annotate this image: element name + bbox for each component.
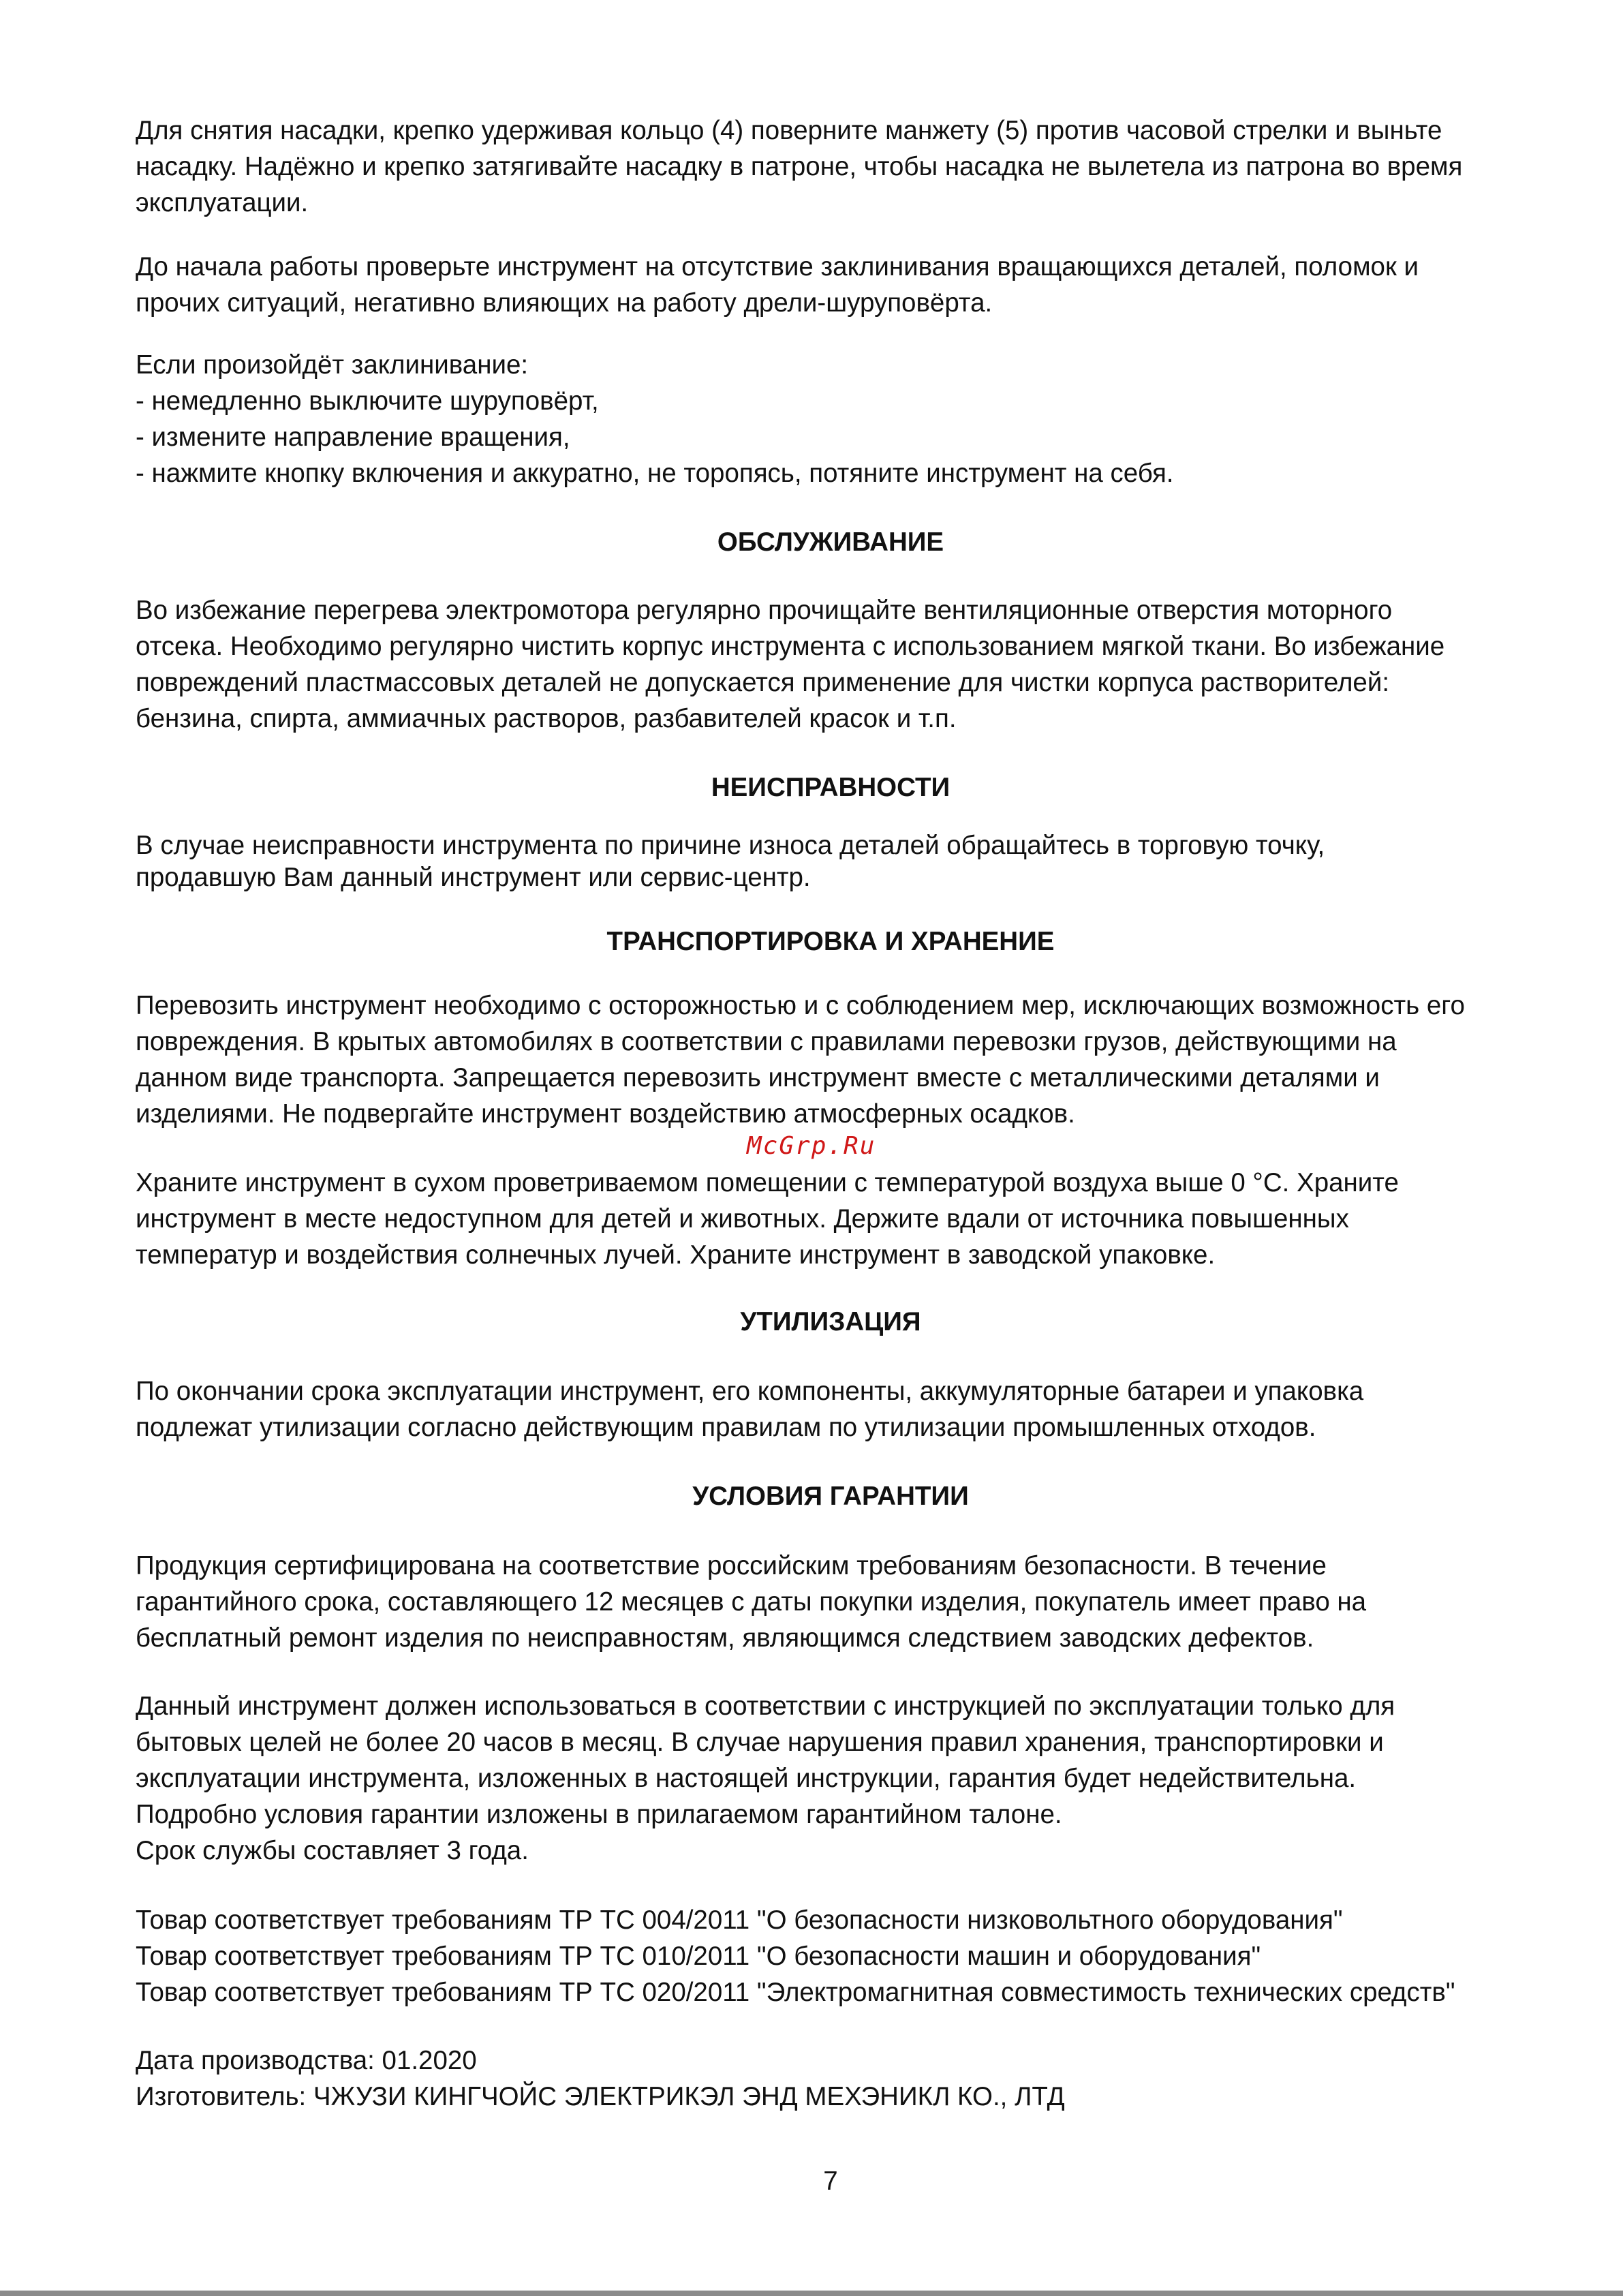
text-line: насадку. Надёжно и крепко затягивайте насадку в патроне, чтобы насадка не вылетела из патрона во время xyxy=(136,152,1463,181)
text-line: бесплатный ремонт изделия по неисправностям, являющимся следствием заводских дефектов. xyxy=(136,1623,1314,1653)
text-line: бензина, спирта, аммиачных растворов, разбавителей красок и т.п. xyxy=(136,704,957,733)
heading-warranty: УСЛОВИЯ ГАРАНТИИ xyxy=(692,1482,969,1511)
text-line: бытовых целей не более 20 часов в месяц. В случае нарушения правил хранения, транспортировки и xyxy=(136,1728,1384,1757)
text-line: По окончании срока эксплуатации инструмент, его компоненты, аккумуляторные батареи и упаковка xyxy=(136,1377,1364,1406)
list-item: - немедленно выключите шуруповёрт, xyxy=(136,386,599,416)
list-item: - измените направление вращения, xyxy=(136,423,570,452)
paragraph-maintenance xyxy=(136,592,1539,737)
text-line: В случае неисправности инструмента по причине износа деталей обращайтесь в торговую точку, xyxy=(136,831,1325,860)
text-line: подлежат утилизации согласно действующим правилам по утилизации промышленных отходов. xyxy=(136,1413,1316,1442)
paragraph-compliance xyxy=(136,1902,1539,2010)
text-line: данном виде транспорта. Запрещается перевозить инструмент вместе с металлическими деталями и xyxy=(136,1063,1380,1092)
paragraph-transport xyxy=(136,988,1539,1132)
paragraph-production-info xyxy=(136,2042,1539,2115)
text-line: Срок службы составляет 3 года. xyxy=(136,1836,529,1865)
heading-maintenance: ОБСЛУЖИВАНИЕ xyxy=(717,527,944,557)
heading-faults: НЕИСПРАВНОСТИ xyxy=(711,773,950,802)
paragraph-storage xyxy=(136,1165,1539,1273)
compliance-line: Товар соответствует требованиям ТР ТС 004/2011 "О безопасности низковольтного оборудования" xyxy=(136,1905,1343,1935)
heading-disposal: УТИЛИЗАЦИЯ xyxy=(740,1307,921,1336)
text-line: До начала работы проверьте инструмент на отсутствие заклинивания вращающихся деталей, поломок и xyxy=(136,252,1419,281)
paragraph-warranty-certification xyxy=(136,1548,1539,1656)
list-item: - нажмите кнопку включения и аккуратно, не торопясь, потяните инструмент на себя. xyxy=(136,459,1174,488)
text-line: Для снятия насадки, крепко удерживая кольцо (4) поверните манжету (5) против часовой стрелки и выньте xyxy=(136,116,1442,145)
text-line: Продукция сертифицирована на соответствие российским требованиям безопасности. В течение xyxy=(136,1551,1327,1580)
compliance-line: Товар соответствует требованиям ТР ТС 020/2011 "Электромагнитная совместимость технических средств" xyxy=(136,1978,1455,2007)
compliance-line: Товар соответствует требованиям ТР ТС 010/2011 "О безопасности машин и оборудования" xyxy=(136,1942,1261,1971)
text-line: Храните инструмент в сухом проветриваемом помещении с температурой воздуха выше 0 °С. Храните xyxy=(136,1168,1399,1197)
paragraph-warranty-usage xyxy=(136,1688,1539,1869)
text-line: повреждений пластмассовых деталей не допускается применение для чистки корпуса растворителей: xyxy=(136,668,1390,697)
manufacturer: Изготовитель: ЧЖУЗИ КИНГЧОЙС ЭЛЕКТРИКЭЛ ЭНД МЕХЭНИКЛ КО., ЛТД xyxy=(136,2082,1065,2111)
text-line: изделиями. Не подвергайте инструмент воздействию атмосферных осадков. xyxy=(136,1099,1075,1129)
text-line: эксплуатации. xyxy=(136,188,309,217)
page-number: 7 xyxy=(823,2167,838,2196)
heading-transport-storage: ТРАНСПОРТИРОВКА И ХРАНЕНИЕ xyxy=(606,927,1055,956)
text-line: температур и воздействия солнечных лучей. Храните инструмент в заводской упаковке. xyxy=(136,1240,1216,1270)
text-line: отсека. Необходимо регулярно чистить корпус инструмента с использованием мягкой ткани. Во избежание xyxy=(136,632,1445,661)
text-line: Подробно условия гарантии изложены в прилагаемом гарантийном талоне. xyxy=(136,1800,1062,1829)
paragraph-pre-check xyxy=(136,249,1539,321)
text-line: повреждения. В крытых автомобилях в соответствии с правилами перевозки грузов, действующими на xyxy=(136,1027,1397,1056)
text-line: Перевозить инструмент необходимо с осторожностью и с соблюдением мер, исключающих возможность его xyxy=(136,991,1465,1020)
paragraph-jamming-steps xyxy=(136,347,1539,491)
text-line: инструмент в месте недоступном для детей и животных. Держите вдали от источника повышенных xyxy=(136,1204,1349,1234)
text-line: Если произойдёт заклинивание: xyxy=(136,350,529,380)
watermark-text: McGrp.Ru xyxy=(747,1132,876,1160)
bottom-border xyxy=(0,2291,1623,2296)
text-line: эксплуатации инструмента, изложенных в настоящей инструкции, гарантия будет недействительна. xyxy=(136,1764,1357,1793)
text-line: Во избежание перегрева электромотора регулярно прочищайте вентиляционные отверстия моторного xyxy=(136,596,1393,625)
paragraph-faults xyxy=(136,829,1539,893)
paragraph-disposal xyxy=(136,1373,1539,1445)
paragraph-bit-removal xyxy=(136,112,1539,221)
text-line: прочих ситуаций, негативно влияющих на работу дрели-шуруповёрта. xyxy=(136,288,993,318)
production-date: Дата производства: 01.2020 xyxy=(136,2046,477,2075)
text-line: гарантийного срока, составляющего 12 месяцев с даты покупки изделия, покупатель имеет право на xyxy=(136,1587,1367,1617)
text-line: Данный инструмент должен использоваться в соответствии с инструкцией по эксплуатации только для xyxy=(136,1692,1395,1721)
text-line: продавшую Вам данный инструмент или сервис-центр. xyxy=(136,863,811,892)
